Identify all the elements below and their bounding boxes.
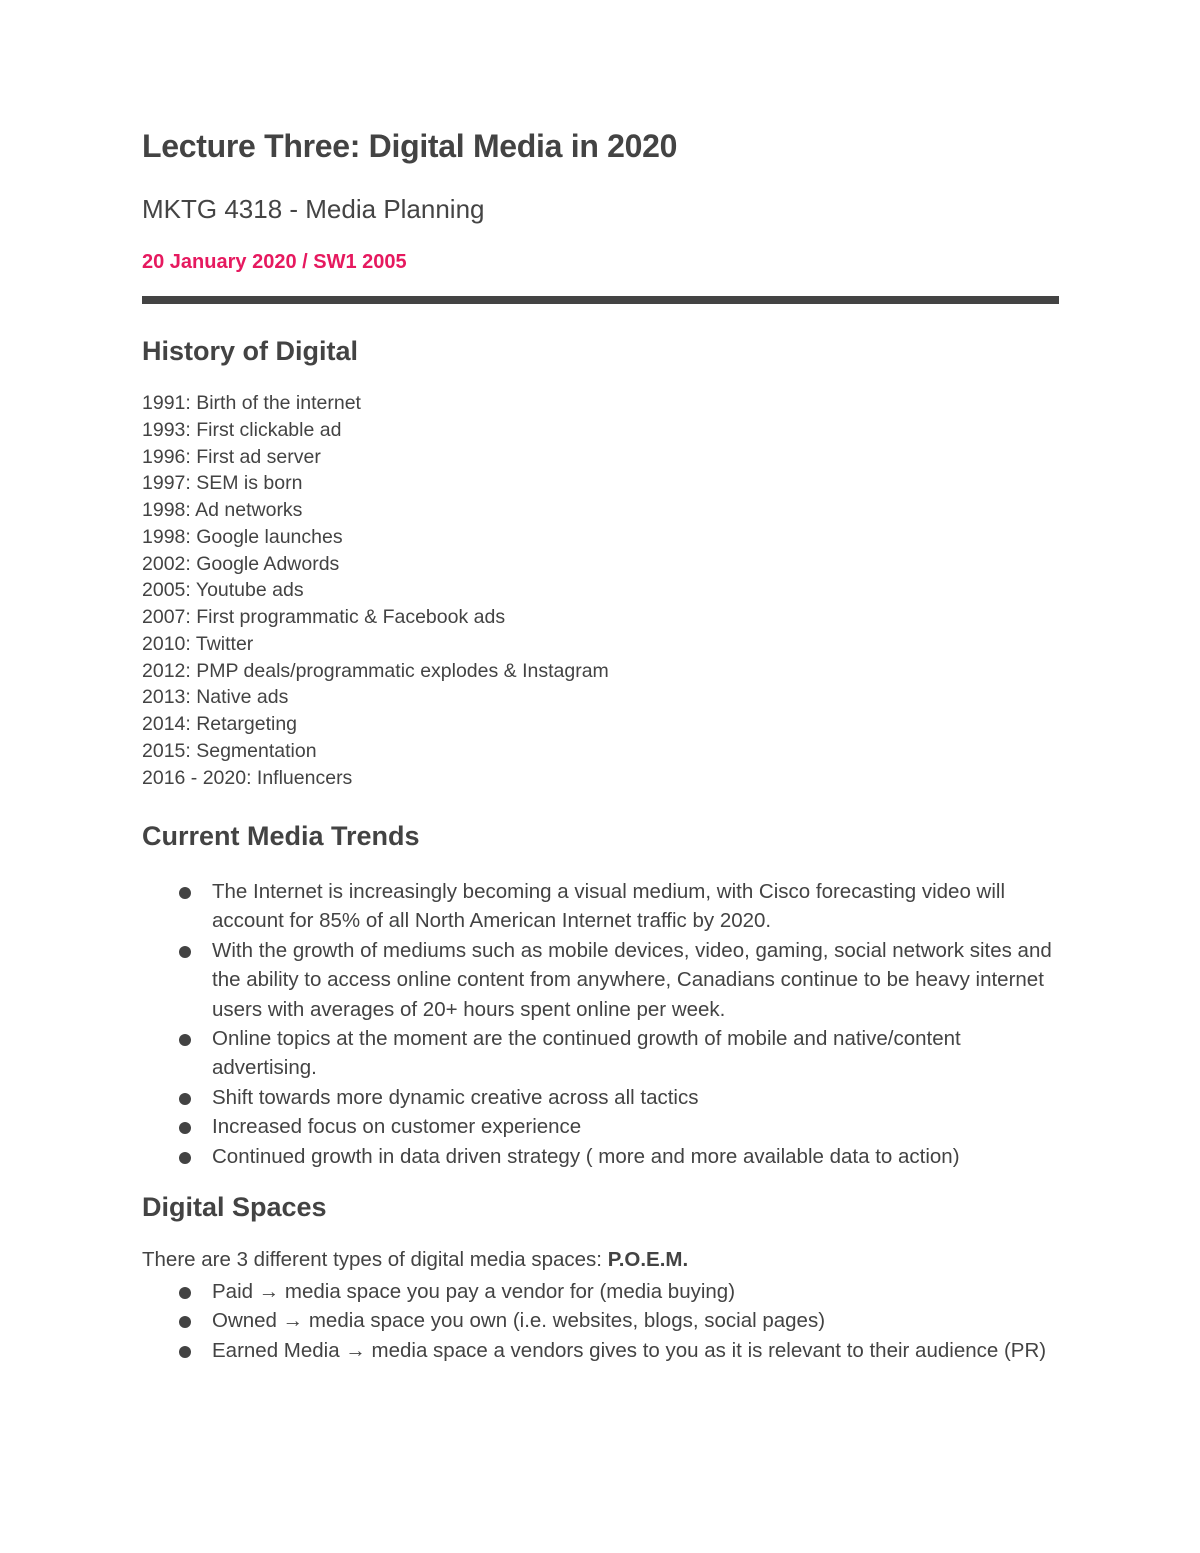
document-title: Lecture Three: Digital Media in 2020	[142, 128, 678, 164]
list-item	[142, 1277, 1058, 1306]
bullet-icon	[179, 887, 191, 899]
bullet-icon	[179, 1093, 191, 1105]
bullet-icon	[179, 1287, 191, 1299]
list-item-text: The Internet is increasingly becoming a visual medium, with Cisco forecasting video will account for 85% of all North American Internet traffic by 2020.	[212, 880, 1006, 933]
list-item-text: Earned Media → media space a vendors gives to you as it is relevant to their audience (PR)	[212, 1338, 1047, 1362]
bullet-icon	[179, 1034, 191, 1046]
bullet-icon	[179, 1316, 191, 1328]
list-item	[142, 877, 1058, 936]
list-item	[142, 1142, 1058, 1171]
section-heading-trends: Current Media Trends	[142, 821, 420, 851]
bullet-icon	[179, 946, 191, 958]
list-item-text: With the growth of mediums such as mobile devices, video, gaming, social network sites and the ability to access online content from anywhere, Canadians continue to be heavy internet users with averages of 20+ hours spent online per week.	[212, 938, 1052, 1021]
document-date: 20 January 2020 / SW1 2005	[142, 251, 407, 273]
list-item: 2016 - 2020: Influencers	[142, 766, 353, 789]
list-item	[142, 1336, 1058, 1365]
list-item: 2012: PMP deals/programmatic explodes & Instagram	[142, 659, 609, 682]
list-item	[142, 1306, 1058, 1335]
list-item: 2014: Retargeting	[142, 713, 298, 735]
list-item: 2007: First programmatic & Facebook ads	[142, 606, 506, 628]
spaces-intro	[142, 1248, 688, 1272]
history-list	[142, 390, 609, 791]
list-item: 1998: Google launches	[142, 525, 343, 548]
document-subtitle: MKTG 4318 - Media Planning	[142, 194, 485, 224]
list-item: 2002: Google Adwords	[142, 552, 340, 575]
list-item: 1998: Ad networks	[142, 499, 303, 521]
list-item: 1993: First clickable ad	[142, 418, 342, 441]
bullet-icon	[179, 1346, 191, 1358]
list-item-text: Online topics at the moment are the continued growth of mobile and native/content advertising.	[212, 1027, 961, 1080]
list-item	[142, 1112, 1058, 1141]
list-item: 2010: Twitter	[142, 632, 254, 655]
bullet-icon	[179, 1122, 191, 1134]
list-item-text: Continued growth in data driven strategy ( more and more available data to action)	[212, 1144, 960, 1168]
list-item-text: Owned → media space you own (i.e. websites, blogs, social pages)	[212, 1309, 826, 1333]
bullet-icon	[179, 1152, 191, 1164]
list-item: 1996: First ad server	[142, 445, 321, 468]
intro-text: There are 3 different types of digital media spaces:	[142, 1248, 608, 1271]
poem-acronym: P.O.E.M.	[607, 1248, 689, 1271]
spaces-list	[142, 1277, 1058, 1365]
list-item-text: Paid → media space you pay a vendor for (media buying)	[212, 1280, 736, 1303]
list-item: 1997: SEM is born	[142, 472, 303, 495]
section-heading-spaces: Digital Spaces	[142, 1192, 327, 1222]
list-item: 1991: Birth of the internet	[142, 392, 361, 414]
list-item: 2005: Youtube ads	[142, 579, 304, 602]
horizontal-divider	[142, 296, 1059, 304]
list-item	[142, 1083, 1058, 1112]
trends-list	[142, 877, 1058, 1171]
list-item	[142, 1024, 1058, 1083]
list-item: 2015: Segmentation	[142, 739, 317, 762]
list-item-text: Increased focus on customer experience	[212, 1115, 582, 1139]
list-item-text: Shift towards more dynamic creative across all tactics	[212, 1085, 699, 1109]
section-heading-history: History of Digital	[142, 336, 359, 366]
list-item: 2013: Native ads	[142, 686, 289, 709]
list-item	[142, 936, 1058, 1024]
